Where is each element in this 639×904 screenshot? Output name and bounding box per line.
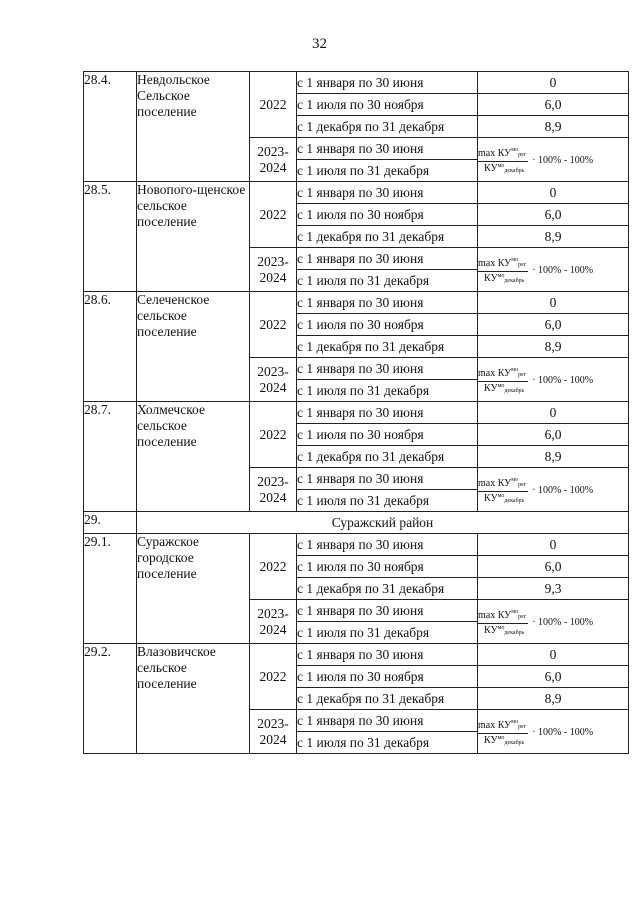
settlement-name: Влазовичское сельское поселение [137,644,250,754]
formula-denominator: $КУ^{мо}_{декабрь}$ [484,625,525,636]
formula [478,609,593,637]
period-cell: с 1 июля по 31 декабря [297,270,478,292]
value-cell: 0 [478,72,629,94]
formula-tail: · 100% - 100% [532,617,594,628]
period-cell: с 1 января по 30 июня [297,644,478,666]
settlement-name: Селеченское сельское поселение [137,292,250,402]
year-cell: 2023-2024 [250,358,297,402]
formula-cell [478,248,629,292]
entry-number: 28.6. [84,292,137,402]
formula-tail: · 100% - 100% [532,375,594,386]
value-cell: 0 [478,182,629,204]
value-cell: 6,0 [478,94,629,116]
formula-tail: · 100% - 100% [532,727,594,738]
period-cell: с 1 января по 30 июня [297,600,478,622]
period-cell: с 1 января по 30 июня [297,358,478,380]
formula [478,147,593,175]
year-cell: 2023-2024 [250,600,297,644]
period-cell: с 1 июля по 31 декабря [297,160,478,182]
period-cell: с 1 июля по 30 ноября [297,204,478,226]
formula-cell [478,358,629,402]
year-cell: 2022 [250,402,297,468]
value-cell: 9,3 [478,578,629,600]
entry-number: 29.2. [84,644,137,754]
year-cell: 2023-2024 [250,248,297,292]
entry-number: 28.4. [84,72,137,182]
year-cell: 2023-2024 [250,138,297,182]
value-cell: 8,9 [478,226,629,248]
entry-number: 29.1. [84,534,137,644]
district-number: 29. [84,512,137,534]
period-cell: с 1 июля по 30 ноября [297,666,478,688]
year-cell: 2022 [250,292,297,358]
value-cell: 6,0 [478,424,629,446]
entry-number: 28.5. [84,182,137,292]
value-cell: 6,0 [478,204,629,226]
value-cell: 6,0 [478,666,629,688]
value-cell: 0 [478,534,629,556]
period-cell: с 1 января по 30 июня [297,402,478,424]
formula-numerator: $\max КУ^{мо}_{рег}$ [478,477,528,492]
period-cell: с 1 декабря по 31 декабря [297,688,478,710]
settlement-name: Суражское городское поселение [137,534,250,644]
formula-numerator: $\max КУ^{мо}_{рег}$ [478,257,528,272]
period-cell: с 1 января по 30 июня [297,292,478,314]
year-cell: 2022 [250,182,297,248]
period-cell: с 1 января по 30 июня [297,72,478,94]
formula-numerator: $\max КУ^{мо}_{рег}$ [478,147,528,162]
value-cell: 8,9 [478,116,629,138]
formula-cell [478,468,629,512]
value-cell: 6,0 [478,556,629,578]
formula-cell [478,710,629,754]
period-cell: с 1 января по 30 июня [297,138,478,160]
period-cell: с 1 января по 30 июня [297,468,478,490]
settlement-name: Новопого-щенское сельское поселение [137,182,250,292]
value-cell: 0 [478,292,629,314]
value-cell: 0 [478,402,629,424]
year-cell: 2022 [250,534,297,600]
period-cell: с 1 июля по 30 ноября [297,424,478,446]
formula-denominator: $КУ^{мо}_{декабрь}$ [484,163,525,174]
period-cell: с 1 июля по 30 ноября [297,556,478,578]
formula-denominator: $КУ^{мо}_{декабрь}$ [484,493,525,504]
period-cell: с 1 декабря по 31 декабря [297,226,478,248]
period-cell: с 1 июля по 30 ноября [297,314,478,336]
period-cell: с 1 января по 30 июня [297,710,478,732]
table-row [84,644,629,666]
period-cell: с 1 декабря по 31 декабря [297,336,478,358]
table-row [84,534,629,556]
formula-numerator: $\max КУ^{мо}_{рег}$ [478,609,528,624]
period-cell: с 1 июля по 31 декабря [297,732,478,754]
formula-denominator: $КУ^{мо}_{декабрь}$ [484,383,525,394]
page-number: 32 [312,36,327,52]
formula [478,257,593,285]
settlement-name: Невдольское Сельское поселение [137,72,250,182]
value-cell: 8,9 [478,446,629,468]
formula-numerator: $\max КУ^{мо}_{рег}$ [478,719,528,734]
table-row [84,72,629,94]
year-cell: 2022 [250,644,297,710]
formula-cell [478,600,629,644]
tariff-table [83,71,629,754]
formula-tail: · 100% - 100% [532,265,594,276]
formula-tail: · 100% - 100% [532,485,594,496]
formula-numerator: $\max КУ^{мо}_{рег}$ [478,367,528,382]
period-cell: с 1 января по 30 июня [297,248,478,270]
period-cell: с 1 июля по 31 декабря [297,490,478,512]
period-cell: с 1 июля по 30 ноября [297,94,478,116]
period-cell: с 1 июля по 31 декабря [297,622,478,644]
year-cell: 2022 [250,72,297,138]
district-name: Суражский район [137,512,629,534]
table-row [84,292,629,314]
period-cell: с 1 декабря по 31 декабря [297,578,478,600]
formula-cell [478,138,629,182]
value-cell: 0 [478,644,629,666]
table-row [84,182,629,204]
formula-denominator: $КУ^{мо}_{декабрь}$ [484,273,525,284]
period-cell: с 1 декабря по 31 декабря [297,116,478,138]
entry-number: 28.7. [84,402,137,512]
formula-denominator: $КУ^{мо}_{декабрь}$ [484,735,525,746]
table-row [84,402,629,424]
value-cell: 6,0 [478,314,629,336]
value-cell: 8,9 [478,336,629,358]
district-row [84,512,629,534]
year-cell: 2023-2024 [250,710,297,754]
formula [478,367,593,395]
value-cell: 8,9 [478,688,629,710]
period-cell: с 1 декабря по 31 декабря [297,446,478,468]
formula-tail: · 100% - 100% [532,155,594,166]
period-cell: с 1 января по 30 июня [297,534,478,556]
period-cell: с 1 июля по 31 декабря [297,380,478,402]
year-cell: 2023-2024 [250,468,297,512]
formula [478,477,593,505]
settlement-name: Холмечское сельское поселение [137,402,250,512]
period-cell: с 1 января по 30 июня [297,182,478,204]
formula [478,719,593,747]
